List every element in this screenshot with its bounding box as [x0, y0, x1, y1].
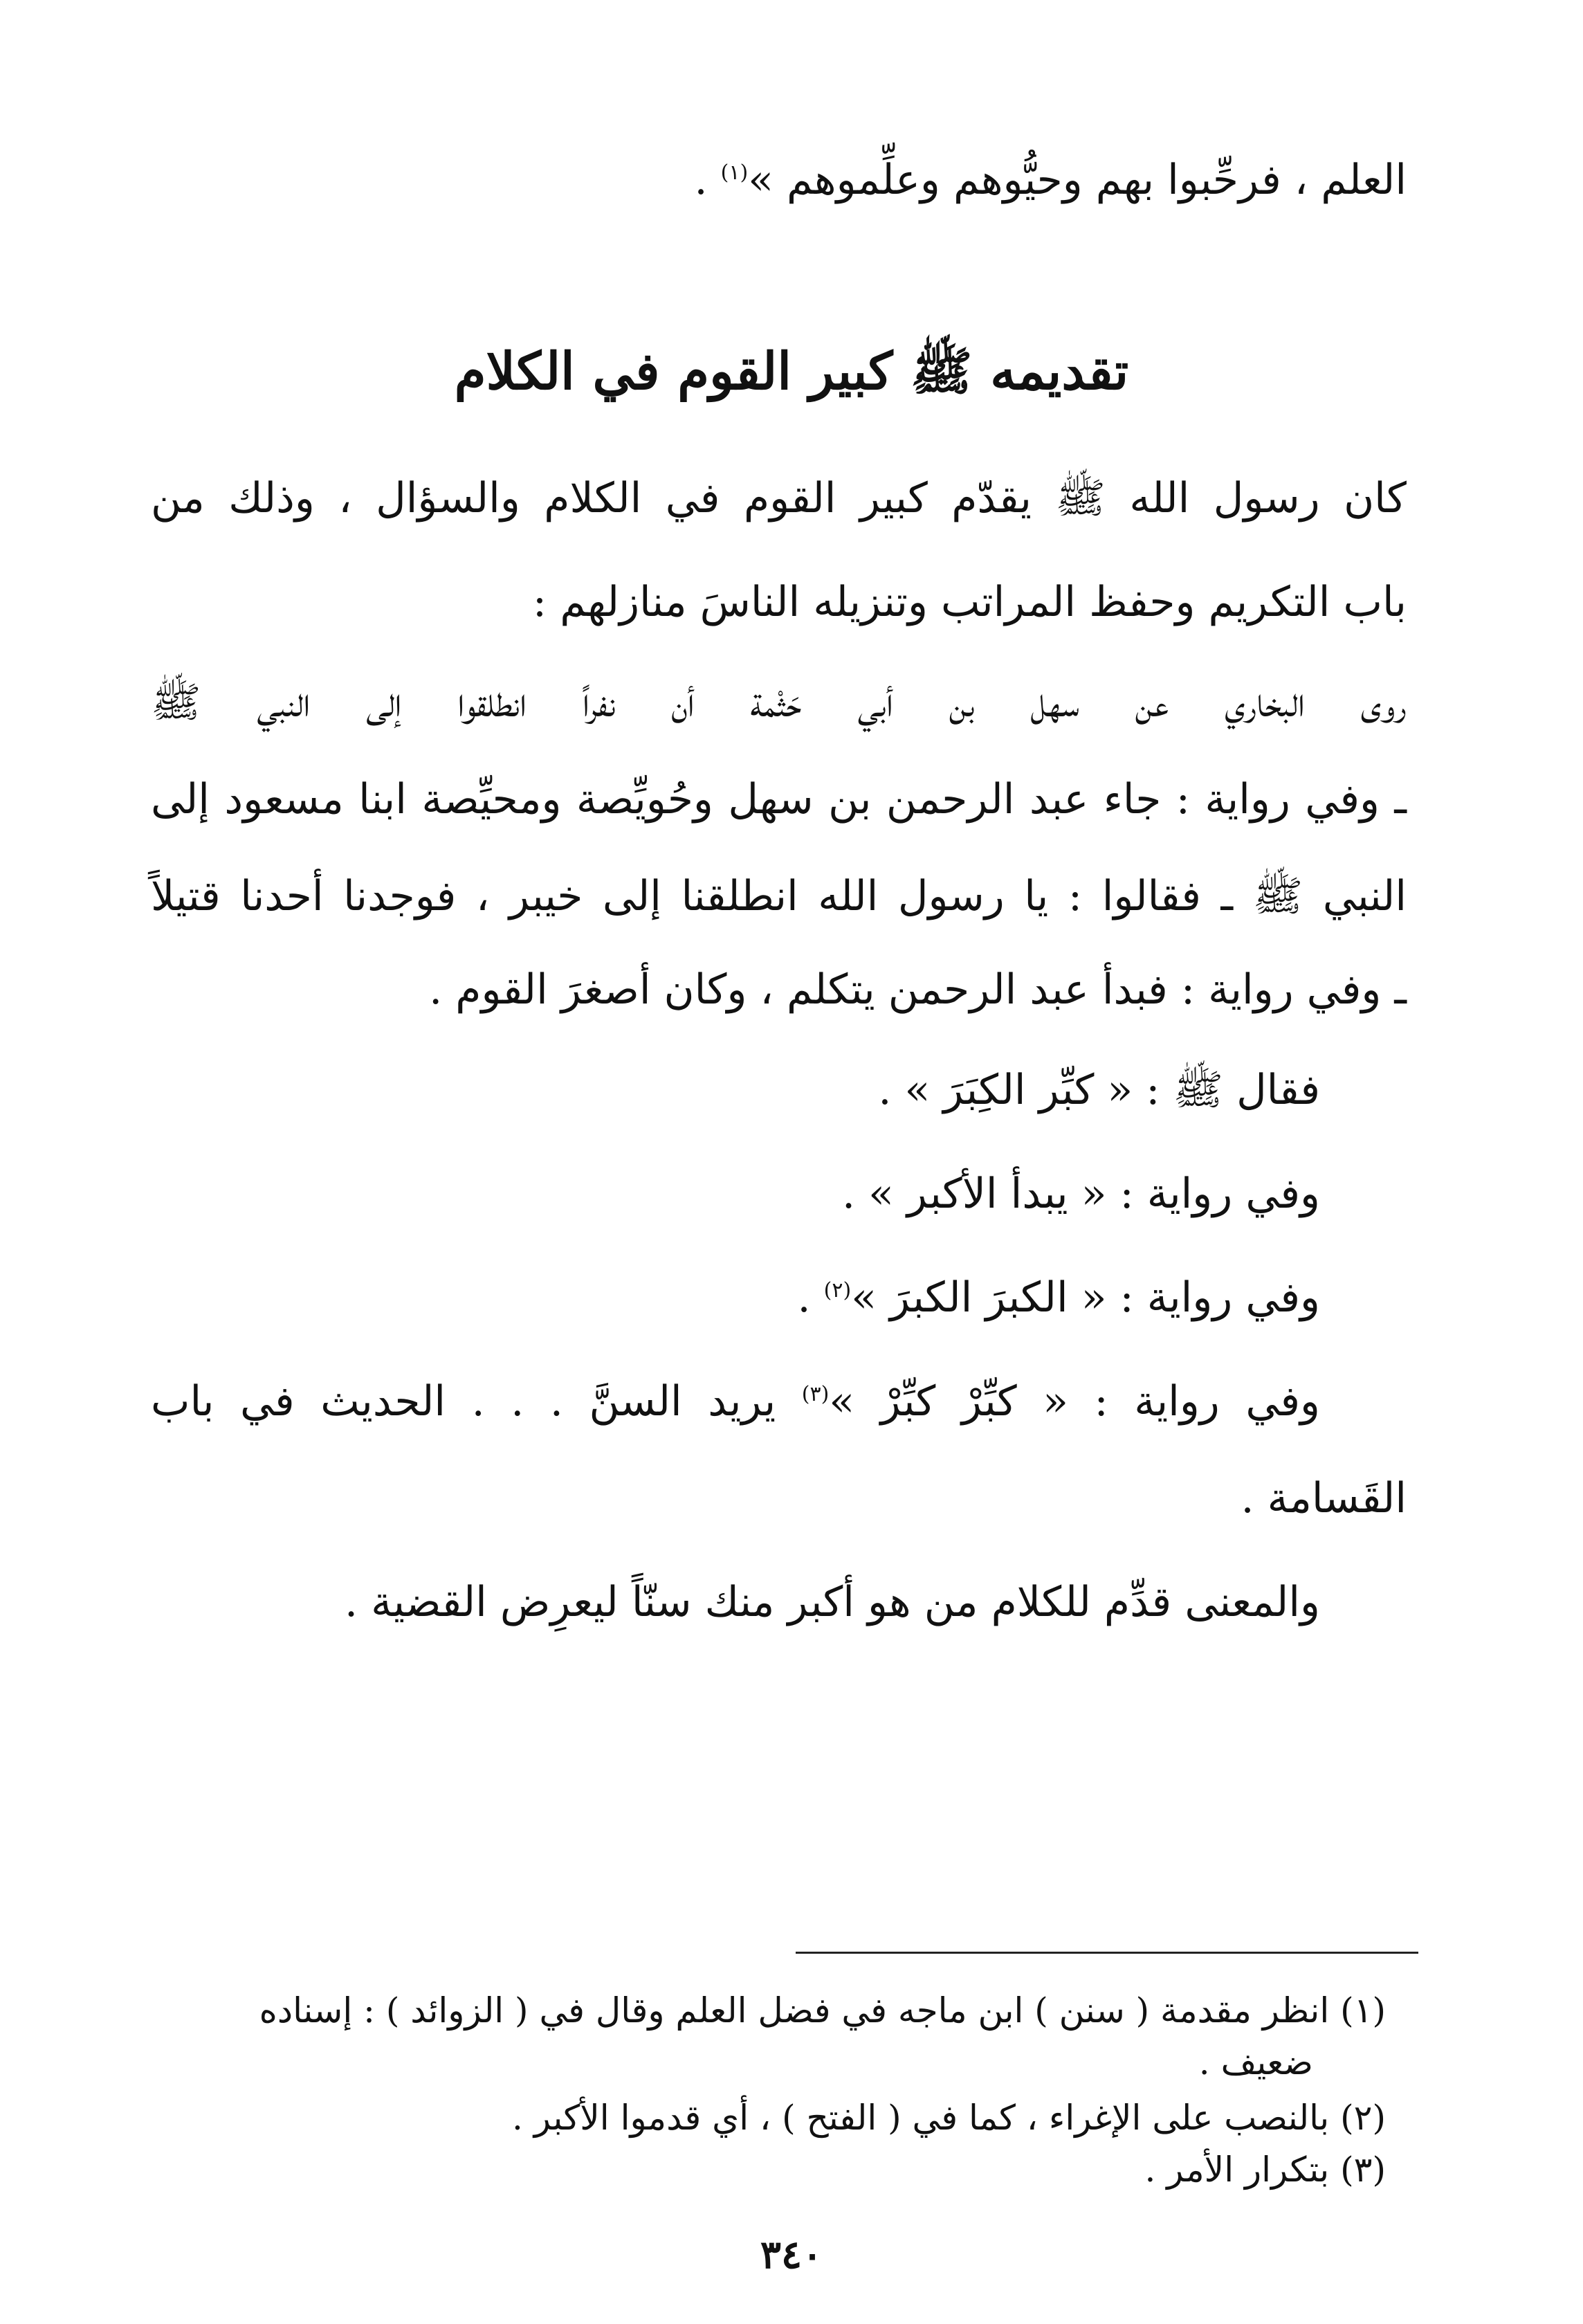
footnote-3: (٣) بتكرار الأمر . — [1144, 2150, 1386, 2190]
paragraph-2-line-3: النبي ﷺ ـ فقالوا : يا رسول الله انطلقنا إلى خيبر ، فوجدنا أحدنا قتيلاً — [151, 872, 1407, 920]
quote-alkubr-end: . — [797, 1273, 824, 1322]
footnote-1-line-1: (١) انظر مقدمة ( سنن ) ابن ماجه في فضل العلم وقال في ( الزوائد ) : إسناده — [259, 1990, 1386, 2031]
quote-yabda-alakbar: وفي رواية : « يبدأ الأكبر » . — [842, 1170, 1320, 1218]
footnote-ref-1: (١) — [720, 161, 749, 185]
paragraph-3: والمعنى قدِّم للكلام من هو أكبر منك سنّاً ليعرِض القضية . — [345, 1578, 1320, 1626]
paragraph-2-line-4: ـ وفي رواية : فبدأ عبد الرحمن يتكلم ، وكان أصغرَ القوم . — [429, 965, 1407, 1014]
page-number: ٣٤٠ — [760, 2232, 823, 2278]
quote-qasama-line: القَسامة . — [1241, 1474, 1407, 1523]
quote-alkubr-text: وفي رواية : « الكبرَ الكبرَ » — [851, 1273, 1320, 1322]
paragraph-2-line-2: ـ وفي رواية : جاء عبد الرحمن بن سهل وحُويِّصة ومحيِّصة ابنا مسعود إلى — [151, 775, 1407, 824]
quote-kabbir-text: وفي رواية : « كبِّرْ كبِّرْ » — [829, 1377, 1320, 1426]
footnote-1-line-2: ضعيف . — [1198, 2042, 1313, 2082]
quote-kabbir-kabbir — [151, 1377, 1407, 1426]
footnote-2: (٢) بالنصب على الإغراء ، كما في ( الفتح ) ، أي قدموا الأكبر . — [512, 2098, 1386, 2138]
section-title: تقديمه ﷺ كبير القوم في الكلام — [454, 342, 1129, 401]
footnote-ref-3: (٣) — [801, 1382, 830, 1406]
paragraph-1-line-1: كان رسول الله ﷺ يقدّم كبير القوم في الكلام والسؤال ، وذلك من — [151, 474, 1407, 523]
footnote-separator — [796, 1952, 1418, 1954]
paragraph-1-line-2: باب التكريم وحفظ المراتب وتنزيله الناسَ منازلهم : — [532, 578, 1407, 626]
continued-quote-line — [694, 156, 1407, 204]
paragraph-2-line-1: روى البخاري عن سهل بن أبي حَثْمة أن نفراً انطلقوا إلى النبي ﷺ — [151, 678, 1407, 727]
quote-alkubr-alkubr — [797, 1273, 1320, 1322]
quote-kabbir-alkibar: فقال ﷺ : « كبِّر الكِبَرَ » . — [878, 1066, 1320, 1114]
continued-quote-end: . — [694, 156, 721, 204]
quote-kabbir-rest: يريد السنَّ . . . الحديث في باب — [151, 1377, 802, 1426]
continued-quote-text: العلم ، فرحِّبوا بهم وحيُّوهم وعلِّموهم » — [748, 156, 1407, 204]
footnote-ref-2: (٢) — [823, 1278, 852, 1302]
